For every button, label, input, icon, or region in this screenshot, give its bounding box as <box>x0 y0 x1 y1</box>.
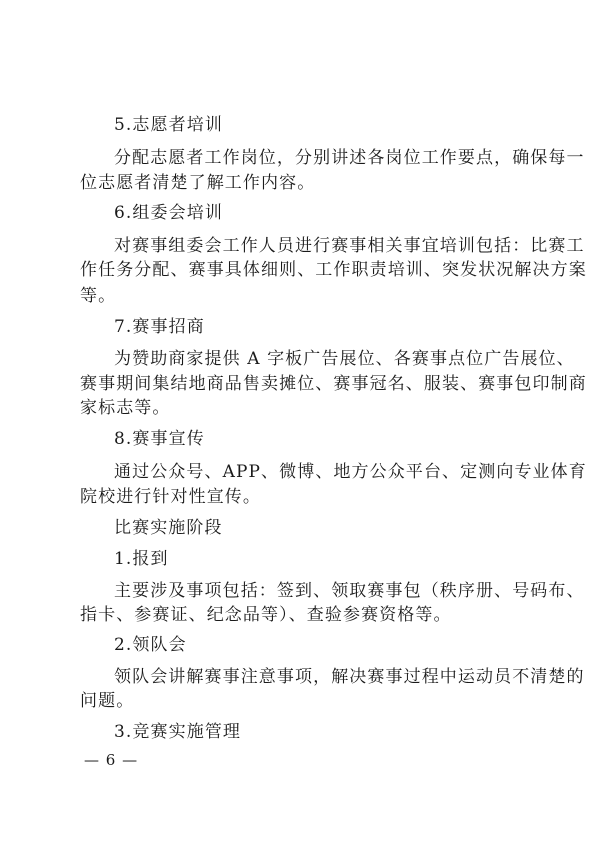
paragraph-line: 赛事期间集结地商品售卖摊位、赛事冠名、服装、赛事包印制商 <box>80 374 587 394</box>
paragraph-line: 主要涉及事项包括：签到、领取赛事包（秩序册、号码布、 <box>114 581 585 601</box>
paragraph-line: 等。 <box>80 286 117 306</box>
paragraph-line: 指卡、参赛证、纪念品等）、查验参赛资格等。 <box>80 605 452 625</box>
paragraph-line: 位志愿者清楚了解工作内容。 <box>80 173 316 193</box>
paragraph-line: 为赞助商家提供 A 字板广告展位、各赛事点位广告展位、 <box>114 349 575 369</box>
paragraph-line: 分配志愿者工作岗位，分别讲述各岗位工作要点，确保每一 <box>114 148 585 168</box>
section-heading-sponsorship: 7.赛事招商 <box>114 317 205 337</box>
section-heading-team-leader-meeting: 2.领队会 <box>114 635 187 655</box>
section-heading-committee-training: 6.组委会培训 <box>114 203 223 223</box>
paragraph-line: 家标志等。 <box>80 398 171 418</box>
section-heading-registration: 1.报到 <box>114 549 169 569</box>
paragraph-line: 作任务分配、赛事具体细则、工作职责培训、突发状况解决方案 <box>80 260 587 280</box>
paragraph-line: 通过公众号、APP、微博、地方公众平台、定测向专业体育 <box>114 462 587 482</box>
stage-heading: 比赛实施阶段 <box>114 518 223 538</box>
page-number: — 6 — <box>84 751 139 769</box>
section-heading-competition-management: 3.竞赛实施管理 <box>114 722 242 742</box>
paragraph-line: 领队会讲解赛事注意事项，解决赛事过程中运动员不清楚的 <box>114 667 585 687</box>
paragraph-line: 对赛事组委会工作人员进行赛事相关事宜培训包括：比赛工 <box>114 236 585 256</box>
section-heading-promotion: 8.赛事宣传 <box>114 429 205 449</box>
section-heading-volunteer-training: 5.志愿者培训 <box>114 115 223 135</box>
paragraph-line: 问题。 <box>80 691 135 711</box>
paragraph-line: 院校进行针对性宣传。 <box>80 487 261 507</box>
